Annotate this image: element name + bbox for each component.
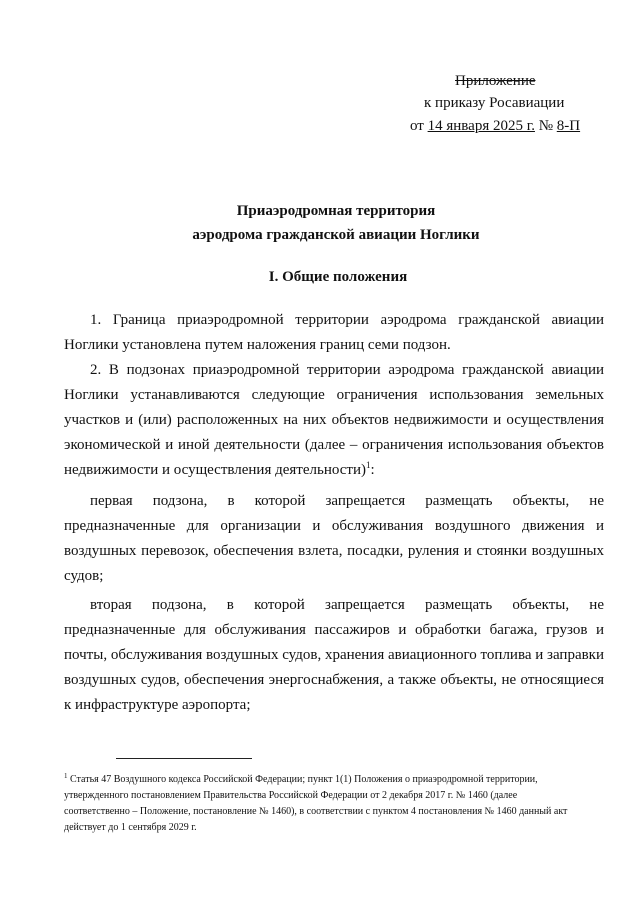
paragraph-line: 2. В подзонах приаэродромной территории аэродрома гражданской авиации (90, 362, 604, 378)
paragraph-line: предназначенные для организации и обслуживания воздушного движения и (64, 518, 604, 534)
paragraph-line: почты, обслуживания воздушных судов, хранения авиационного топлива и заправки (64, 647, 604, 663)
paragraph-line: 1. Граница приаэродромной территории аэродрома гражданской авиации (90, 312, 604, 328)
order-date-number: от 14 января 2025 г. № 8-П (410, 118, 581, 134)
document-title-line-2: аэродрома гражданской авиации Ноглики (192, 227, 480, 243)
footnote-line: утвержденного постановлением Правительства Российской Федерации от 2 декабря 2017 г. № 1460 (далее (64, 790, 518, 801)
paragraph-line: Ноглики устанавливаются следующие ограничения использования земельных (64, 387, 604, 403)
footnote-separator (116, 758, 252, 759)
appendix-label: Приложение (455, 73, 536, 89)
paragraph-line: первая подзона, в которой запрещается размещать объекты, не (90, 493, 604, 509)
footnote-ref: 1 (365, 460, 371, 470)
order-number: 8-П (556, 118, 581, 134)
document-title-line-1: Приаэродромная территория (236, 203, 436, 219)
paragraph-line: экономической и иной деятельности (далее – ограничения использования объектов (64, 437, 604, 453)
paragraph-line: участков и (или) расположенных на них объектов недвижимости и осуществления (64, 412, 604, 428)
order-reference: к приказу Росавиации (424, 95, 565, 111)
footnote-line: соответственно – Положение, постановление № 1460), в соответствии с пунктом 4 постановления № 1460 данный акт (64, 806, 568, 817)
paragraph-line: воздушных судов, обеспечения энергоснабжения, а также объекты, не относящиеся (64, 672, 604, 688)
footnote-marker: 1 (64, 772, 68, 780)
paragraph-line: вторая подзона, в которой запрещается размещать объекты, не (90, 597, 604, 613)
paragraph-line: воздушных перевозок, обеспечения взлета, посадки, руления и стоянки воздушных (64, 543, 604, 559)
section-heading: I. Общие положения (268, 269, 408, 285)
paragraph-line: Ноглики установлена путем наложения границ семи подзон. (64, 337, 451, 353)
footnote-line: $^1$ Статья 47 Воздушного кодекса Российской Федерации; пункт 1(1) Положения о приаэродромной территории, (64, 772, 538, 785)
paragraph-line: судов; (64, 568, 104, 584)
order-date: 14 января 2025 г. (427, 118, 535, 134)
footnote-line: действует до 1 сентября 2029 г. (64, 822, 197, 833)
paragraph-line: предназначенные для обслуживания пассажиров и обработки багажа, грузов и (64, 622, 604, 638)
paragraph-line: недвижимости и осуществления деятельности)$^1$: (64, 460, 375, 478)
paragraph-line: к инфраструктуре аэропорта; (64, 697, 251, 713)
